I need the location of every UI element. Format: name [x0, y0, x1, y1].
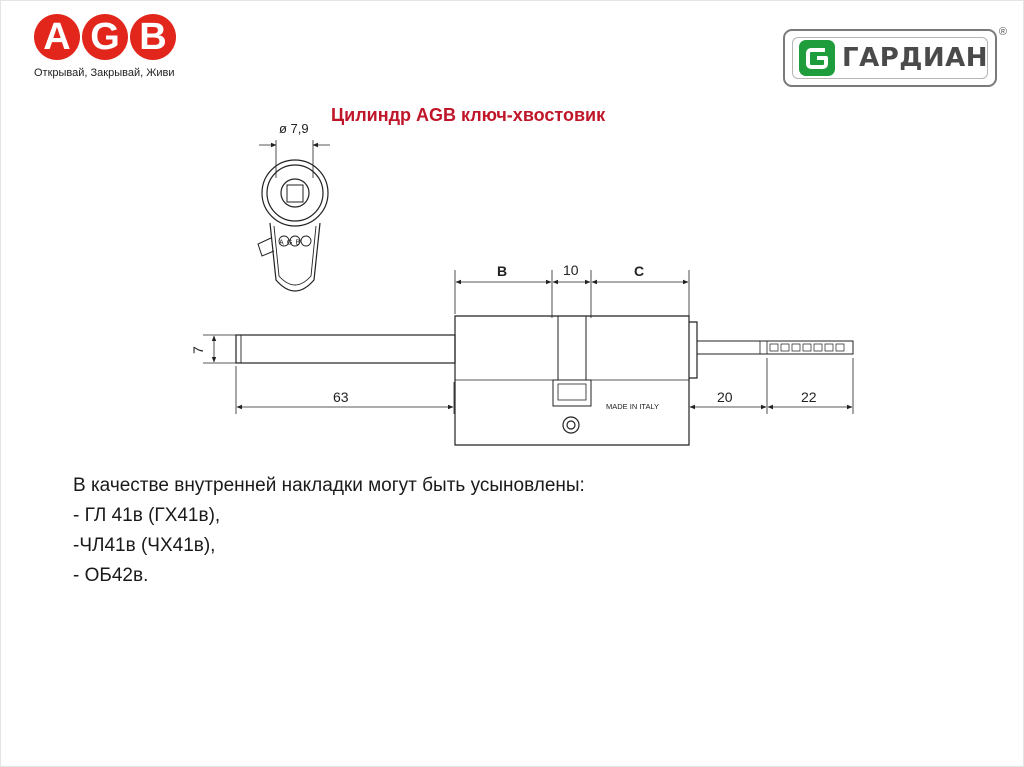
guardian-name: ГАРДИАН	[842, 43, 989, 73]
dim-10-label: 10	[563, 262, 579, 278]
dim-b-label: B	[497, 263, 508, 279]
dim-7-label: 7	[190, 346, 206, 354]
body-line: В качестве внутренней накладки могут быть усыновлены:	[73, 475, 585, 496]
body-line: -ЧЛ41в (ЧХ41в),	[73, 535, 216, 556]
body-text	[73, 471, 585, 591]
agb-letter-b: B	[130, 14, 176, 60]
diameter-label: ø 7,9	[279, 121, 309, 136]
agb-letter-g: G	[82, 14, 128, 60]
slide-title: Цилиндр AGB ключ-хвостовик	[331, 105, 606, 125]
body-line: - ОБ42в.	[73, 565, 149, 586]
agb-letter-a: A	[34, 14, 80, 60]
dim-63-label: 63	[333, 389, 349, 405]
front-view	[258, 140, 330, 291]
dim-c-label: C	[634, 263, 645, 279]
guardian-reg-mark: ®	[998, 26, 1007, 38]
body-line: - ГЛ 41в (ГХ41в),	[73, 505, 221, 526]
face-logo-text: AGB	[279, 239, 304, 247]
dim-22-label: 22	[801, 389, 817, 405]
agb-slogan: Открывай, Закрывай, Живи	[34, 67, 175, 79]
made-in-label: MADE IN ITALY	[606, 402, 660, 411]
dim-20-label: 20	[717, 389, 733, 405]
side-view	[203, 270, 853, 445]
